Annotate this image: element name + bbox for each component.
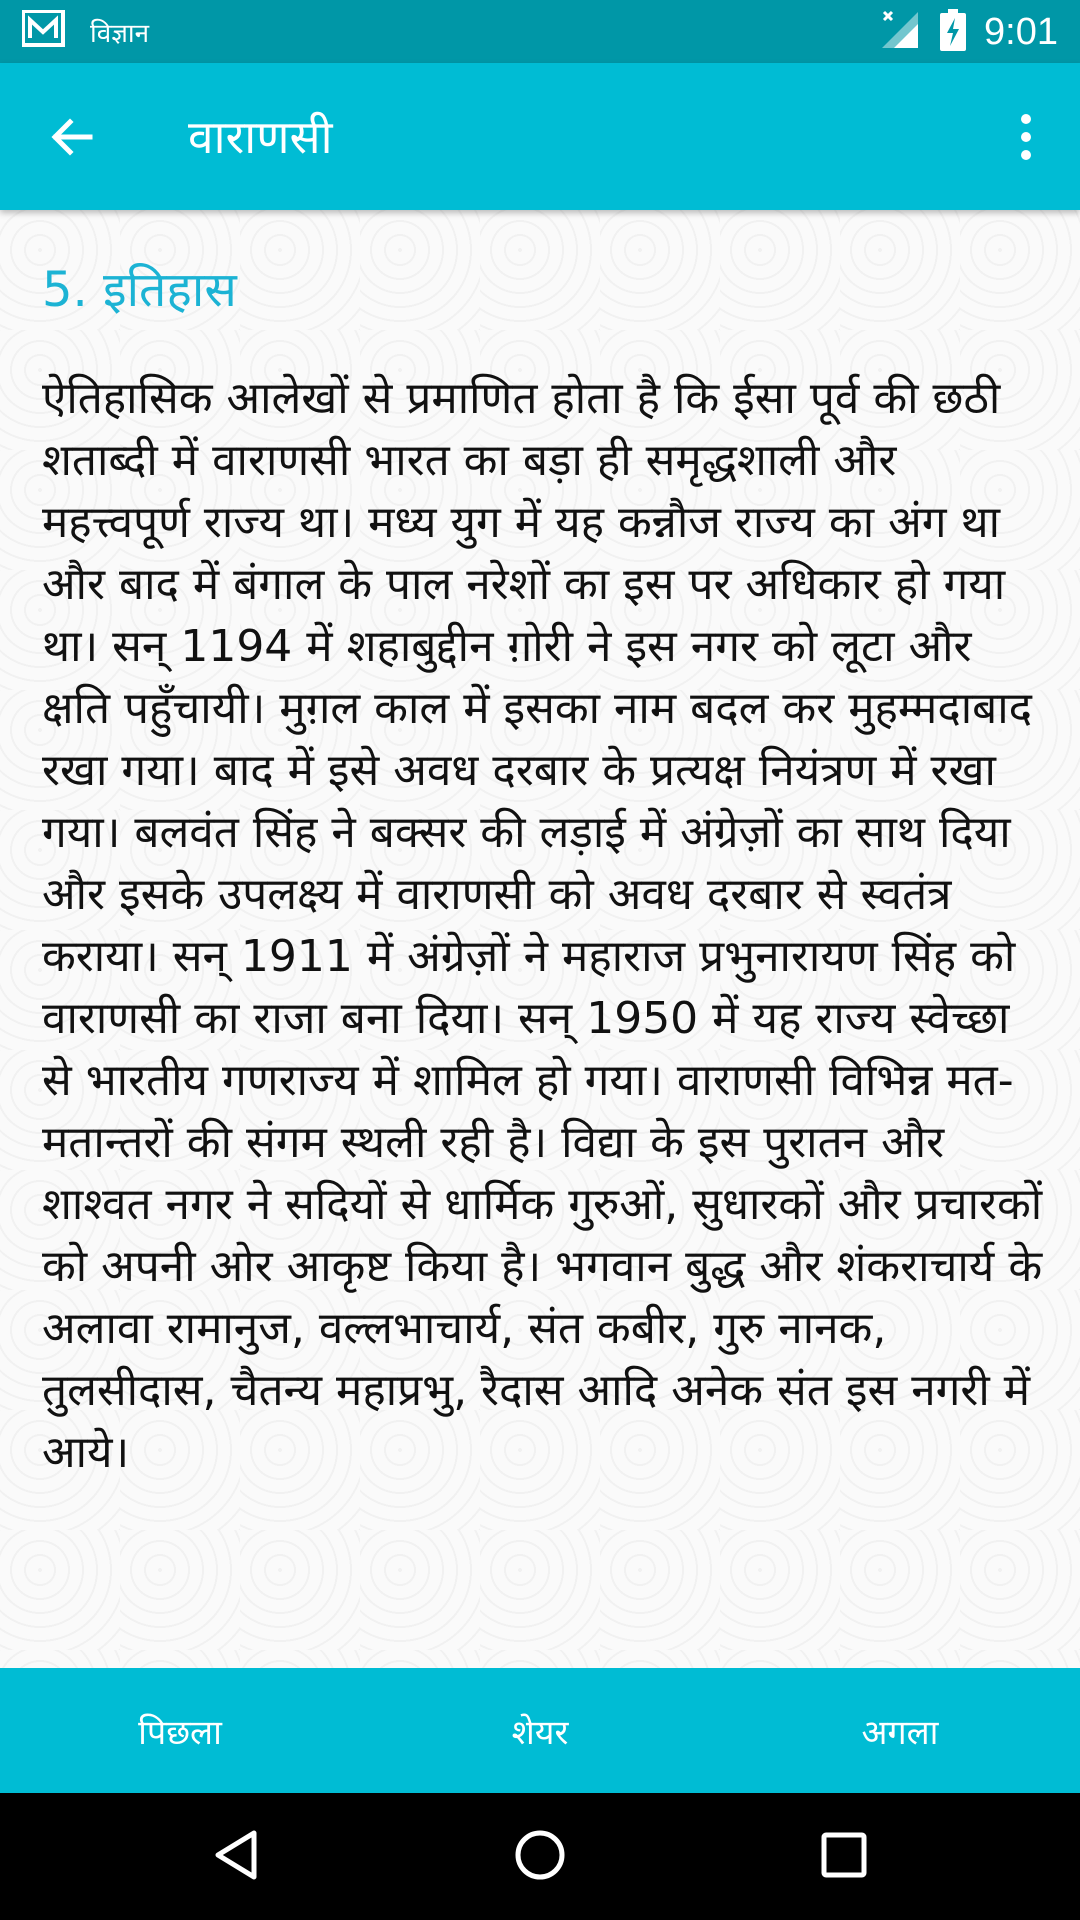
next-button[interactable]: अगला — [861, 1712, 939, 1753]
notification-app-label: विज्ञान — [90, 19, 150, 49]
overflow-menu-button[interactable] — [996, 103, 1056, 175]
back-arrow-icon — [48, 113, 96, 165]
more-vert-icon — [1019, 113, 1033, 165]
section-heading: 5. इतिहास — [42, 262, 237, 318]
nav-back-icon — [212, 1829, 260, 1885]
signal-icon — [880, 10, 920, 54]
nav-recents-button[interactable] — [808, 1821, 880, 1893]
battery-charging-icon — [940, 9, 966, 55]
nav-recents-icon — [820, 1831, 868, 1883]
page-title: वाराणसी — [188, 110, 333, 164]
article-content[interactable] — [0, 210, 1080, 1668]
system-nav-bar — [0, 1793, 1080, 1920]
gmail-icon — [22, 10, 70, 54]
back-button[interactable] — [36, 103, 108, 175]
app-bar — [0, 63, 1080, 210]
article-body: ऐतिहासिक आलेखों से प्रमाणित होता है कि ईसा पूर्व की छठी शताब्दी में वाराणसी भारत का बड़ा ही समृद्धशाली और महत्त्वपूर्ण राज्य था। मध्य युग में यह कन्नौज राज्य का अंग था और बाद में बंगाल के पाल नरेशों का इस पर अधिकार हो गया था। सन् 1194 में शहाबुद्दीन ग़ोरी ने इस नगर को लूटा और क्षति पहुँचायी। मुग़ल काल में इसका नाम बदल कर मुहम्मदाबाद रखा गया। बाद में इसे अवध दरबार के प्रत्यक्ष नियंत्रण में रखा गया। बलवंत सिंह ने बक्सर की लड़ाई में अंग्रेज़ों का साथ दिया और इसके उपलक्ष्य में वाराणसी को अवध दरबार से स्वतंत्र कराया। सन् 1911 में अंग्रेज़ों ने महाराज प्रभुनारायण सिंह को वाराणसी का राजा बना दिया। सन् 1950 में यह राज्य स्वेच्छा से भारतीय गणराज्य में शामिल हो गया। वाराणसी विभिन्न मत-मतान्तरों की संगम स्थली रही है। विद्या के इस पुरातन और शाश्वत नगर ने सदियों से धार्मिक गुरुओं, सुधारकों और प्रचारकों को अपनी ओर आकृष्ट किया है। भगवान बुद्ध और शंकराचार्य के अलावा रामानुज, वल्लभाचार्य, संत कबीर, गुरु नानक, तुलसीदास, चैतन्य महाप्रभु, रैदास आदि अनेक संत इस नगरी में आये। — [42, 373, 1043, 1478]
share-button[interactable]: शेयर — [511, 1712, 569, 1753]
nav-home-button[interactable] — [504, 1821, 576, 1893]
nav-back-button[interactable] — [200, 1821, 272, 1893]
status-left — [22, 10, 149, 54]
nav-home-icon — [514, 1829, 566, 1885]
previous-button[interactable]: पिछला — [138, 1712, 222, 1753]
status-right — [880, 8, 1058, 56]
bottom-action-bar — [0, 1668, 1080, 1793]
status-bar — [0, 0, 1080, 63]
status-clock: 9:01 — [984, 10, 1058, 53]
